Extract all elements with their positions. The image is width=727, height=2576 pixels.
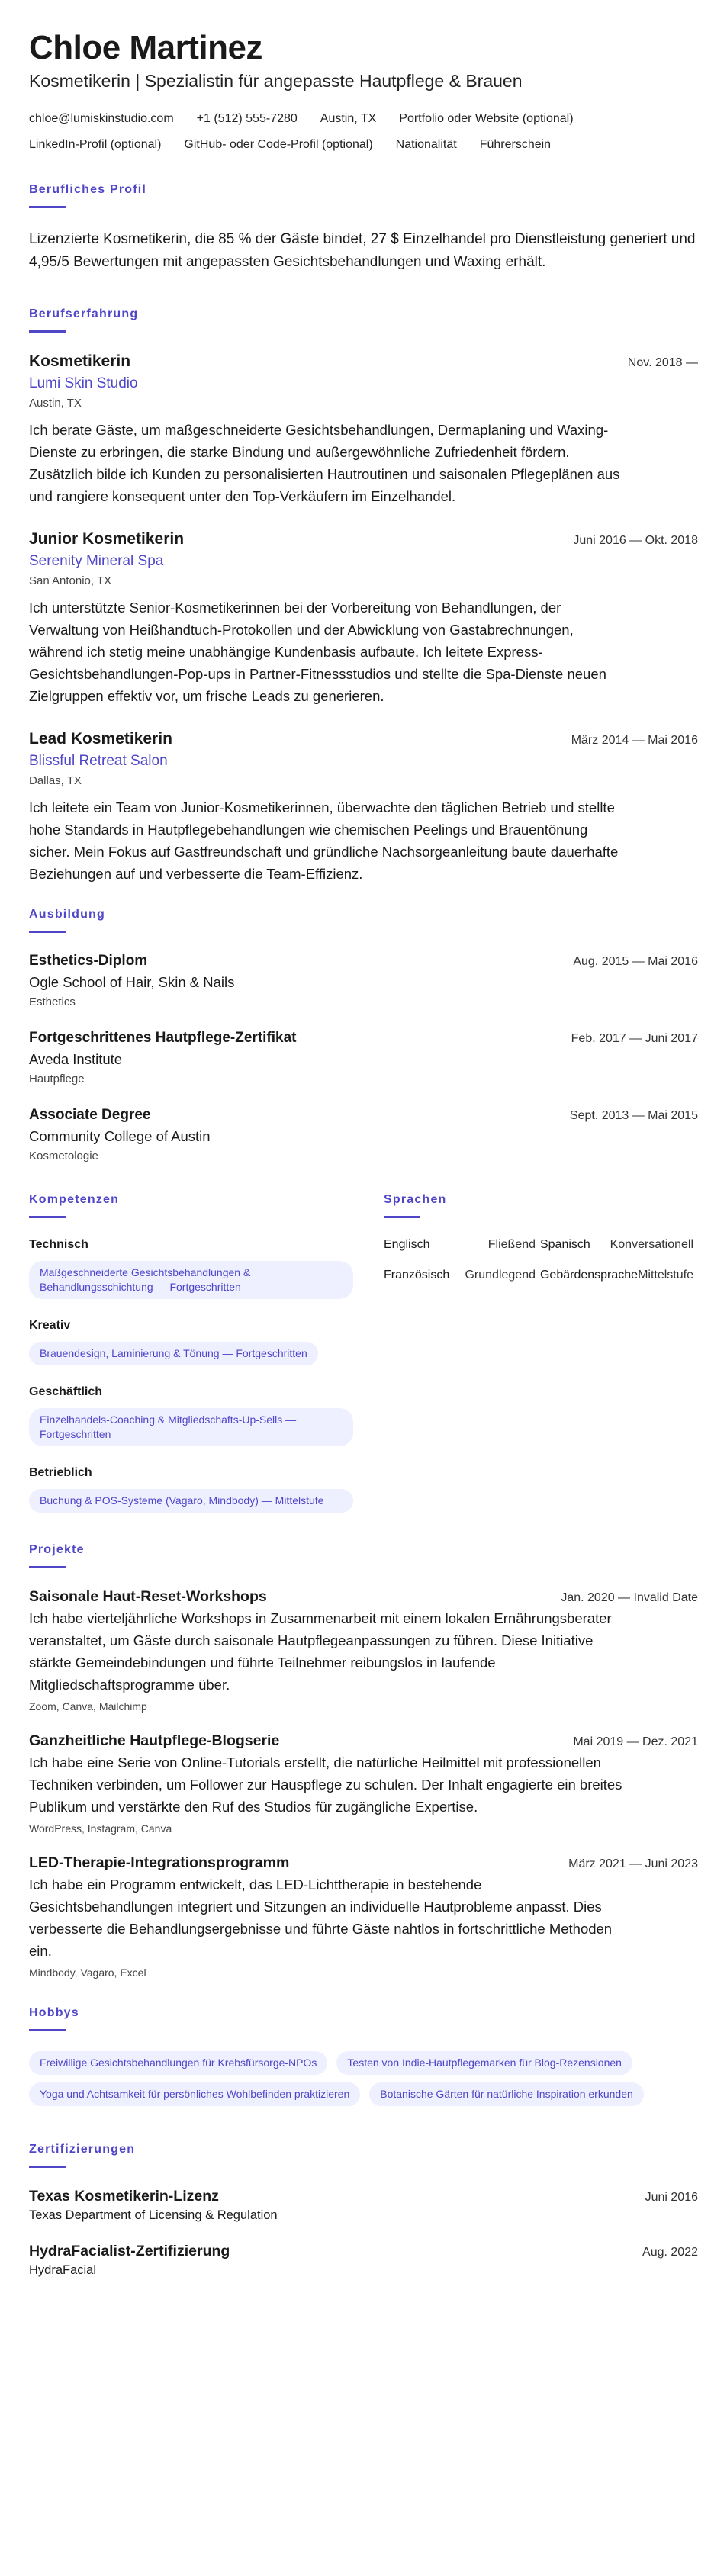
education-degree: Associate Degree <box>29 1106 151 1123</box>
job-date: Nov. 2018 — <box>627 355 698 369</box>
section-title-certifications: Zertifizierungen <box>29 2142 136 2156</box>
section-divider <box>384 1216 420 1218</box>
certification-name: HydraFacialist-Zertifizierung <box>29 2242 230 2259</box>
job-title: Lead Kosmetikerin <box>29 729 172 748</box>
profile-section <box>29 183 698 274</box>
education-date: Sept. 2013 — Mai 2015 <box>569 1108 698 1122</box>
education-date: Feb. 2017 — Juni 2017 <box>571 1031 698 1045</box>
skill-category: Kreativ <box>29 1318 71 1332</box>
skill-pill: Einzelhandels-Coaching & Mitgliedschafts-Up-Sells — Fortgeschritten <box>29 1408 353 1446</box>
language-level: Fließend <box>487 1237 536 1251</box>
section-divider <box>29 206 66 208</box>
education-entry <box>29 1107 698 1163</box>
job-entry <box>29 352 698 507</box>
education-school: Aveda Institute <box>29 1050 123 1067</box>
skill-pill: Maßgeschneiderte Gesichtsbehandlungen & Behandlungsschichtung — Fortgeschritten <box>29 1261 353 1299</box>
job-company: Lumi Skin Studio <box>29 375 138 391</box>
education-date: Aug. 2015 — Mai 2016 <box>573 954 698 968</box>
section-title-profile: Berufliches Profil <box>29 182 147 196</box>
languages-column <box>384 1193 698 1532</box>
education-field: Hautpflege <box>29 1072 85 1085</box>
education-degree: Fortgeschrittenes Hautpflege-Zertifikat <box>29 1029 297 1046</box>
hobby-pill: Testen von Indie-Hautpflegemarken für Blog-Rezensionen <box>336 2051 632 2075</box>
job-date: Juni 2016 — Okt. 2018 <box>573 533 698 547</box>
education-section <box>29 908 698 1163</box>
skill-category: Geschäftlich <box>29 1384 103 1398</box>
job-description: Ich unterstützte Senior-Kosmetikerinnen bei der Vorbereitung von Behandlungen, der Verwaltung von Heißhandtuch-Protokollen und der Abwicklung von Gastabrechnungen, während ich stetig meine unabhängige Kundenbasis aufbaute. Ich leitete Express-Gesichtsbehandlungen-Pop-ups in Partner-Fitnessstudios und stellte die Spa-Dienste neuen Zielgruppen effektiv vor, um frische Leads zu generieren. <box>29 599 606 704</box>
section-title-projects: Projekte <box>29 1542 85 1556</box>
project-date: März 2021 — Juni 2023 <box>568 1857 698 1870</box>
project-tools: Mindbody, Vagaro, Excel <box>29 1966 146 1979</box>
job-description: Ich berate Gäste, um maßgeschneiderte Gesichtsbehandlungen, Dermaplaning und Waxing-Dienste zu erbringen, die starke Bindung und außergewöhnliche Zufriedenheit fördern. Zusätzlich bilde ich Kunden zu personalisierten Hautroutinen und saisonalen Pflegeplänen aus und rangiere konsequent unter den Top-Verkäufern im Einzelhandel. <box>29 421 620 504</box>
project-tools: Zoom, Canva, Mailchimp <box>29 1700 147 1713</box>
language-name: Englisch <box>384 1237 430 1251</box>
contact-location: Austin, TX <box>320 111 377 125</box>
education-school: Community College of Austin <box>29 1127 211 1144</box>
job-description: Ich leitete ein Team von Junior-Kosmetikerinnen, überwachte den täglichen Betrieb und stellte hohe Standards in Hautpflegebehandlungen wie chemischen Peelings und Brauentönung sicher. Mein Fokus auf Gastfreundschaft und gründliche Nachsorgeanleitung baute dauerhafte Beziehungen auf und verbesserte die Team-Effizienz. <box>29 799 619 882</box>
job-company: Blissful Retreat Salon <box>29 752 168 769</box>
language-item <box>384 1238 540 1252</box>
section-divider <box>29 1216 66 1218</box>
candidate-name: Chloe Martinez <box>29 29 262 66</box>
section-title-education: Ausbildung <box>29 907 105 921</box>
section-title-skills: Kompetenzen <box>29 1192 120 1206</box>
language-item <box>540 1269 698 1282</box>
skills-column <box>29 1193 353 1532</box>
certification-date: Aug. 2022 <box>642 2245 698 2259</box>
project-description: Ich habe vierteljährliche Workshops in Zusammenarbeit mit einem lokalen Ernährungsberater veranstaltet, um Gäste durch saisonale Hautpflegeanpassungen zu führen. Diese Initiative stärkte Gemeindebindungen und führte Teilnehmer reibungslos in laufende Mitgliedschaftsprogramme über. <box>29 1610 612 1693</box>
hobby-pill: Yoga und Achtsamkeit für persönliches Wohlbefinden praktizieren <box>29 2082 360 2106</box>
skill-category: Betrieblich <box>29 1465 92 1479</box>
education-degree: Esthetics-Diplom <box>29 952 148 969</box>
education-entry <box>29 953 698 1008</box>
contact-email[interactable]: chloe@lumiskinstudio.com <box>29 111 174 125</box>
project-entry <box>29 1588 698 1713</box>
language-name: Französisch <box>384 1268 450 1282</box>
project-tools: WordPress, Instagram, Canva <box>29 1822 172 1835</box>
education-entry <box>29 1030 698 1085</box>
contact-nationality: Nationalität <box>395 137 457 151</box>
section-divider <box>29 931 66 933</box>
education-school: Ogle School of Hair, Skin & Nails <box>29 973 235 990</box>
hobbies-section <box>29 2006 698 2106</box>
section-divider <box>29 2029 66 2031</box>
skill-pill: Buchung & POS-Systeme (Vagaro, Mindbody) — Mittelstufe <box>29 1489 353 1513</box>
section-divider <box>29 1566 66 1568</box>
project-description: Ich habe ein Programm entwickelt, das LED-Lichttherapie in bestehende Gesichtsbehandlungen integriert und Sitzungen an individuelle Hautprobleme anpasst. Dies verbesserte die Behandlungsergebnisse und führte Gäste nahtlos in fortschrittliche Methoden ein. <box>29 1876 613 1959</box>
resume-header <box>29 29 698 153</box>
certification-issuer: Texas Department of Licensing & Regulation <box>29 2208 278 2222</box>
certifications-section <box>29 2143 698 2278</box>
contact-phone[interactable]: +1 (512) 555-7280 <box>196 111 298 125</box>
projects-section <box>29 1543 698 1979</box>
contact-license: Führerschein <box>479 137 552 151</box>
language-level: Grundlegend <box>465 1268 536 1282</box>
language-level: Konversationell <box>610 1237 693 1251</box>
job-title: Kosmetikerin <box>29 352 131 370</box>
job-entry <box>29 730 698 885</box>
language-name: Gebärdensprache <box>539 1268 639 1282</box>
experience-section <box>29 307 698 885</box>
hobby-pill: Freiwillige Gesichtsbehandlungen für Krebsfürsorge-NPOs <box>29 2051 327 2075</box>
language-item <box>384 1269 540 1282</box>
project-name: Saisonale Haut-Reset-Workshops <box>29 1587 267 1605</box>
job-location: San Antonio, TX <box>29 574 112 587</box>
certification-entry <box>29 2243 698 2278</box>
certification-entry <box>29 2188 698 2223</box>
language-grid <box>384 1238 698 1282</box>
job-date: März 2014 — Mai 2016 <box>571 733 698 747</box>
project-name: Ganzheitliche Hautpflege-Blogserie <box>29 1732 280 1749</box>
education-field: Esthetics <box>29 995 76 1008</box>
skill-pill: Brauendesign, Laminierung & Tönung — Fortgeschritten <box>29 1342 318 1365</box>
section-divider <box>29 2166 66 2168</box>
project-date: Mai 2019 — Dez. 2021 <box>573 1735 698 1748</box>
profile-summary: Lizenzierte Kosmetikerin, die 85 % der Gäste bindet, 27 $ Einzelhandel pro Dienstleistung generiert und 4,95/5 Bewertungen mit angepassten Gesichtsbehandlungen und Waxing erhält. <box>29 230 696 270</box>
project-entry <box>29 1854 698 1979</box>
project-date: Jan. 2020 — Invalid Date <box>561 1590 698 1604</box>
skill-category: Technisch <box>29 1237 88 1251</box>
section-title-experience: Berufserfahrung <box>29 307 139 320</box>
certification-name: Texas Kosmetikerin-Lizenz <box>29 2187 219 2205</box>
section-title-hobbies: Hobbys <box>29 2005 79 2019</box>
contact-portfolio[interactable]: Portfolio oder Website (optional) <box>399 111 574 125</box>
project-description: Ich habe eine Serie von Online-Tutorials erstellt, die natürliche Heilmittel mit professionellen Techniken verbinden, um Follower zur Hauspflege zu schulen. Der Inhalt engagierte ein breites Publikum und verstärkte den Ruf des Studios für zugängliche Expertise. <box>29 1754 622 1815</box>
language-item <box>540 1238 698 1252</box>
job-location: Dallas, TX <box>29 773 82 787</box>
job-company: Serenity Mineral Spa <box>29 552 164 569</box>
job-entry <box>29 530 698 707</box>
education-field: Kosmetologie <box>29 1149 98 1163</box>
job-location: Austin, TX <box>29 396 82 410</box>
candidate-subtitle: Kosmetikerin | Spezialistin für angepasste Hautpflege & Brauen <box>29 70 523 91</box>
section-title-languages: Sprachen <box>384 1192 447 1206</box>
contact-list <box>29 111 698 153</box>
language-name: Spanisch <box>539 1237 590 1251</box>
hobby-pill: Botanische Gärten für natürliche Inspiration erkunden <box>369 2082 644 2106</box>
hobby-list <box>29 2051 698 2106</box>
skills-languages-section <box>29 1193 698 1532</box>
certification-issuer: HydraFacial <box>29 2262 97 2277</box>
certification-date: Juni 2016 <box>645 2190 698 2204</box>
section-divider <box>29 330 66 333</box>
job-title: Junior Kosmetikerin <box>29 529 185 548</box>
language-level: Mittelstufe <box>638 1268 693 1282</box>
project-entry <box>29 1732 698 1835</box>
project-name: LED-Therapie-Integrationsprogramm <box>29 1854 290 1871</box>
contact-github[interactable]: GitHub- oder Code-Profil (optional) <box>184 137 373 151</box>
contact-linkedin[interactable]: LinkedIn-Profil (optional) <box>29 137 162 151</box>
